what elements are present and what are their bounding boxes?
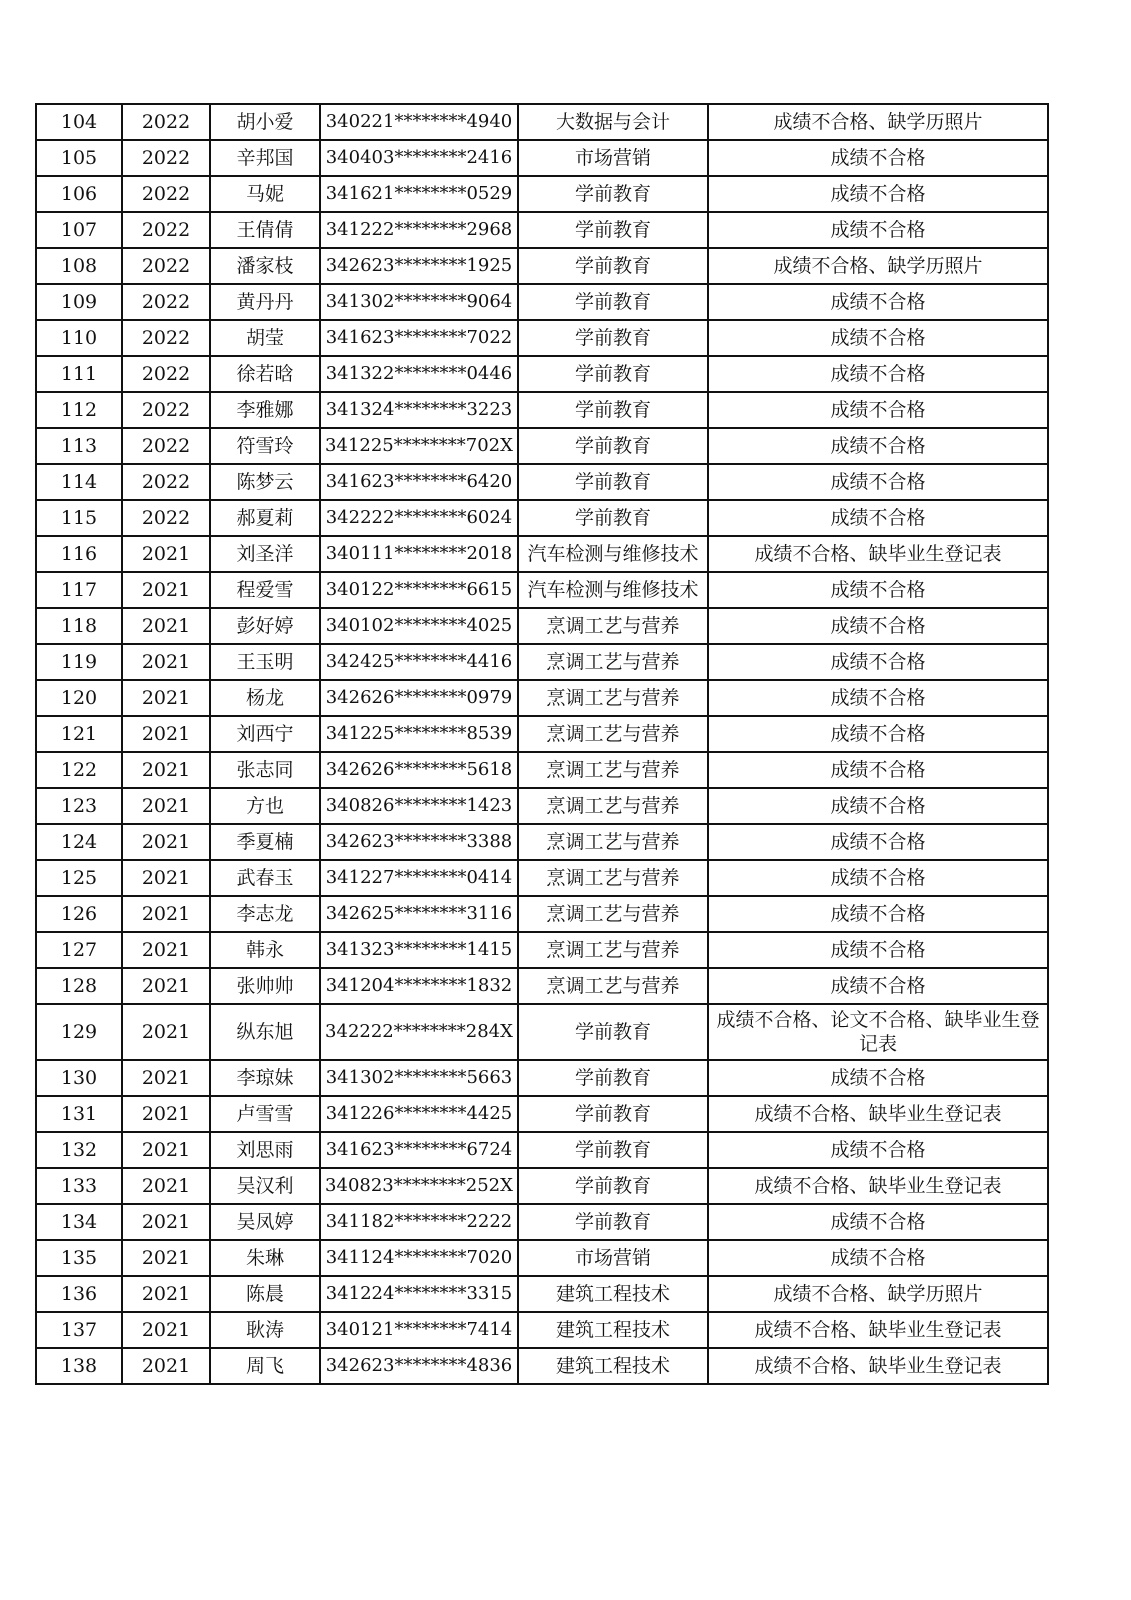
cell-number: 114 (36, 464, 122, 500)
cell-number: 107 (36, 212, 122, 248)
table-row (36, 320, 1048, 356)
cell-year: 2022 (122, 392, 210, 428)
cell-name: 朱琳 (210, 1240, 320, 1276)
cell-number: 125 (36, 860, 122, 896)
cell-number: 113 (36, 428, 122, 464)
cell-reason: 成绩不合格 (708, 1240, 1048, 1276)
cell-reason: 成绩不合格、缺毕业生登记表 (708, 1312, 1048, 1348)
cell-year: 2021 (122, 608, 210, 644)
cell-id-number: 340221********4940 (320, 104, 518, 140)
table-row (36, 428, 1048, 464)
cell-major: 学前教育 (518, 176, 708, 212)
cell-number: 104 (36, 104, 122, 140)
cell-name: 卢雪雪 (210, 1096, 320, 1132)
record-table (35, 103, 1049, 1385)
cell-year: 2021 (122, 1276, 210, 1312)
cell-reason: 成绩不合格、缺学历照片 (708, 104, 1048, 140)
cell-id-number: 341302********5663 (320, 1060, 518, 1096)
cell-reason: 成绩不合格 (708, 392, 1048, 428)
cell-reason: 成绩不合格 (708, 1132, 1048, 1168)
cell-year: 2022 (122, 140, 210, 176)
cell-year: 2022 (122, 248, 210, 284)
table-row (36, 968, 1048, 1004)
cell-id-number: 342625********3116 (320, 896, 518, 932)
table-row (36, 284, 1048, 320)
cell-reason: 成绩不合格、缺毕业生登记表 (708, 536, 1048, 572)
cell-reason: 成绩不合格 (708, 284, 1048, 320)
cell-major: 学前教育 (518, 248, 708, 284)
cell-id-number: 340102********4025 (320, 608, 518, 644)
cell-name: 刘西宁 (210, 716, 320, 752)
cell-id-number: 340403********2416 (320, 140, 518, 176)
cell-reason: 成绩不合格 (708, 1204, 1048, 1240)
cell-reason: 成绩不合格 (708, 896, 1048, 932)
cell-number: 121 (36, 716, 122, 752)
table-row (36, 1060, 1048, 1096)
table-row (36, 1132, 1048, 1168)
cell-year: 2022 (122, 464, 210, 500)
cell-id-number: 341224********3315 (320, 1276, 518, 1312)
cell-major: 学前教育 (518, 1204, 708, 1240)
cell-major: 烹调工艺与营养 (518, 932, 708, 968)
cell-major: 学前教育 (518, 464, 708, 500)
cell-name: 王倩倩 (210, 212, 320, 248)
cell-name: 武春玉 (210, 860, 320, 896)
table-row (36, 680, 1048, 716)
cell-reason: 成绩不合格 (708, 860, 1048, 896)
cell-number: 124 (36, 824, 122, 860)
cell-major: 学前教育 (518, 320, 708, 356)
cell-id-number: 341204********1832 (320, 968, 518, 1004)
cell-major: 烹调工艺与营养 (518, 680, 708, 716)
cell-number: 132 (36, 1132, 122, 1168)
cell-major: 学前教育 (518, 284, 708, 320)
cell-reason: 成绩不合格、论文不合格、缺毕业生登记表 (708, 1004, 1048, 1060)
cell-number: 127 (36, 932, 122, 968)
cell-id-number: 340111********2018 (320, 536, 518, 572)
table-row (36, 248, 1048, 284)
cell-number: 123 (36, 788, 122, 824)
cell-number: 135 (36, 1240, 122, 1276)
table-row (36, 104, 1048, 140)
table-row (36, 212, 1048, 248)
cell-name: 陈梦云 (210, 464, 320, 500)
cell-major: 烹调工艺与营养 (518, 788, 708, 824)
cell-major: 烹调工艺与营养 (518, 824, 708, 860)
cell-year: 2021 (122, 572, 210, 608)
cell-reason: 成绩不合格、缺学历照片 (708, 248, 1048, 284)
cell-number: 115 (36, 500, 122, 536)
cell-name: 耿涛 (210, 1312, 320, 1348)
table-row (36, 608, 1048, 644)
cell-reason: 成绩不合格 (708, 212, 1048, 248)
cell-id-number: 341225********702X (320, 428, 518, 464)
table-row (36, 644, 1048, 680)
cell-number: 129 (36, 1004, 122, 1060)
cell-year: 2021 (122, 536, 210, 572)
cell-id-number: 341322********0446 (320, 356, 518, 392)
cell-reason: 成绩不合格 (708, 320, 1048, 356)
cell-year: 2021 (122, 716, 210, 752)
cell-year: 2021 (122, 1004, 210, 1060)
cell-major: 烹调工艺与营养 (518, 896, 708, 932)
cell-year: 2021 (122, 1168, 210, 1204)
cell-reason: 成绩不合格 (708, 644, 1048, 680)
cell-number: 118 (36, 608, 122, 644)
cell-id-number: 342623********1925 (320, 248, 518, 284)
table-row (36, 1168, 1048, 1204)
cell-id-number: 342222********284X (320, 1004, 518, 1060)
cell-name: 胡小爱 (210, 104, 320, 140)
table-row (36, 1240, 1048, 1276)
table-row (36, 752, 1048, 788)
cell-major: 学前教育 (518, 356, 708, 392)
cell-year: 2021 (122, 1312, 210, 1348)
cell-number: 126 (36, 896, 122, 932)
cell-reason: 成绩不合格、缺毕业生登记表 (708, 1348, 1048, 1384)
cell-number: 128 (36, 968, 122, 1004)
cell-year: 2021 (122, 932, 210, 968)
cell-id-number: 342626********5618 (320, 752, 518, 788)
cell-year: 2021 (122, 644, 210, 680)
cell-reason: 成绩不合格 (708, 356, 1048, 392)
table-row (36, 176, 1048, 212)
cell-number: 130 (36, 1060, 122, 1096)
cell-id-number: 342222********6024 (320, 500, 518, 536)
cell-number: 105 (36, 140, 122, 176)
cell-reason: 成绩不合格 (708, 500, 1048, 536)
cell-major: 烹调工艺与营养 (518, 644, 708, 680)
cell-reason: 成绩不合格 (708, 932, 1048, 968)
cell-name: 吴汉利 (210, 1168, 320, 1204)
cell-major: 建筑工程技术 (518, 1276, 708, 1312)
cell-name: 程爱雪 (210, 572, 320, 608)
cell-year: 2021 (122, 788, 210, 824)
cell-name: 张帅帅 (210, 968, 320, 1004)
cell-name: 李琼妹 (210, 1060, 320, 1096)
cell-major: 汽车检测与维修技术 (518, 536, 708, 572)
cell-id-number: 341225********8539 (320, 716, 518, 752)
cell-reason: 成绩不合格 (708, 716, 1048, 752)
cell-reason: 成绩不合格 (708, 680, 1048, 716)
cell-name: 王玉明 (210, 644, 320, 680)
cell-name: 吴凤婷 (210, 1204, 320, 1240)
cell-name: 季夏楠 (210, 824, 320, 860)
cell-year: 2021 (122, 1240, 210, 1276)
cell-id-number: 341226********4425 (320, 1096, 518, 1132)
cell-name: 李志龙 (210, 896, 320, 932)
table-body (36, 104, 1048, 1384)
cell-name: 李雅娜 (210, 392, 320, 428)
table-row (36, 860, 1048, 896)
cell-reason: 成绩不合格 (708, 428, 1048, 464)
cell-year: 2022 (122, 356, 210, 392)
table-row (36, 788, 1048, 824)
cell-id-number: 342623********4836 (320, 1348, 518, 1384)
cell-number: 137 (36, 1312, 122, 1348)
table-row (36, 932, 1048, 968)
cell-number: 108 (36, 248, 122, 284)
cell-year: 2021 (122, 1348, 210, 1384)
cell-number: 106 (36, 176, 122, 212)
cell-name: 方也 (210, 788, 320, 824)
cell-year: 2022 (122, 176, 210, 212)
cell-reason: 成绩不合格 (708, 176, 1048, 212)
cell-name: 郝夏莉 (210, 500, 320, 536)
cell-number: 119 (36, 644, 122, 680)
cell-year: 2022 (122, 212, 210, 248)
table-row (36, 140, 1048, 176)
cell-name: 韩永 (210, 932, 320, 968)
cell-name: 彭好婷 (210, 608, 320, 644)
cell-major: 学前教育 (518, 1168, 708, 1204)
cell-name: 辛邦国 (210, 140, 320, 176)
cell-name: 黄丹丹 (210, 284, 320, 320)
cell-id-number: 340823********252X (320, 1168, 518, 1204)
table-row (36, 716, 1048, 752)
table-row (36, 1004, 1048, 1060)
cell-number: 131 (36, 1096, 122, 1132)
cell-name: 刘思雨 (210, 1132, 320, 1168)
cell-number: 116 (36, 536, 122, 572)
cell-name: 周飞 (210, 1348, 320, 1384)
cell-name: 徐若晗 (210, 356, 320, 392)
cell-id-number: 340122********6615 (320, 572, 518, 608)
cell-number: 110 (36, 320, 122, 356)
cell-id-number: 342425********4416 (320, 644, 518, 680)
cell-major: 烹调工艺与营养 (518, 752, 708, 788)
cell-major: 学前教育 (518, 392, 708, 428)
cell-name: 张志同 (210, 752, 320, 788)
cell-year: 2021 (122, 680, 210, 716)
cell-id-number: 341323********1415 (320, 932, 518, 968)
cell-number: 133 (36, 1168, 122, 1204)
cell-year: 2021 (122, 1096, 210, 1132)
cell-major: 建筑工程技术 (518, 1312, 708, 1348)
cell-name: 杨龙 (210, 680, 320, 716)
cell-name: 纵东旭 (210, 1004, 320, 1060)
table-row (36, 572, 1048, 608)
cell-major: 学前教育 (518, 1004, 708, 1060)
cell-number: 138 (36, 1348, 122, 1384)
cell-id-number: 341623********6420 (320, 464, 518, 500)
cell-year: 2021 (122, 1204, 210, 1240)
cell-id-number: 341324********3223 (320, 392, 518, 428)
cell-year: 2022 (122, 428, 210, 464)
cell-number: 112 (36, 392, 122, 428)
cell-year: 2021 (122, 824, 210, 860)
cell-year: 2022 (122, 284, 210, 320)
cell-year: 2021 (122, 752, 210, 788)
cell-year: 2021 (122, 896, 210, 932)
table-row (36, 536, 1048, 572)
cell-major: 学前教育 (518, 1096, 708, 1132)
cell-reason: 成绩不合格、缺毕业生登记表 (708, 1096, 1048, 1132)
cell-year: 2022 (122, 104, 210, 140)
cell-reason: 成绩不合格 (708, 140, 1048, 176)
cell-reason: 成绩不合格 (708, 968, 1048, 1004)
table-row (36, 464, 1048, 500)
cell-reason: 成绩不合格 (708, 788, 1048, 824)
cell-year: 2021 (122, 860, 210, 896)
cell-number: 122 (36, 752, 122, 788)
cell-number: 117 (36, 572, 122, 608)
cell-name: 符雪玲 (210, 428, 320, 464)
cell-reason: 成绩不合格 (708, 608, 1048, 644)
cell-reason: 成绩不合格 (708, 572, 1048, 608)
cell-id-number: 342626********0979 (320, 680, 518, 716)
cell-id-number: 341124********7020 (320, 1240, 518, 1276)
table-row (36, 1312, 1048, 1348)
cell-number: 109 (36, 284, 122, 320)
cell-id-number: 341623********6724 (320, 1132, 518, 1168)
cell-major: 大数据与会计 (518, 104, 708, 140)
table-row (36, 1348, 1048, 1384)
table-row (36, 1276, 1048, 1312)
table-row (36, 1096, 1048, 1132)
cell-year: 2021 (122, 1060, 210, 1096)
cell-number: 111 (36, 356, 122, 392)
cell-major: 市场营销 (518, 140, 708, 176)
cell-name: 刘圣洋 (210, 536, 320, 572)
cell-id-number: 340826********1423 (320, 788, 518, 824)
cell-id-number: 342623********3388 (320, 824, 518, 860)
cell-number: 136 (36, 1276, 122, 1312)
cell-year: 2021 (122, 968, 210, 1004)
cell-id-number: 341302********9064 (320, 284, 518, 320)
cell-id-number: 341621********0529 (320, 176, 518, 212)
cell-name: 潘家枝 (210, 248, 320, 284)
cell-major: 学前教育 (518, 428, 708, 464)
cell-reason: 成绩不合格、缺学历照片 (708, 1276, 1048, 1312)
cell-year: 2022 (122, 500, 210, 536)
table-row (36, 356, 1048, 392)
cell-id-number: 341182********2222 (320, 1204, 518, 1240)
cell-major: 烹调工艺与营养 (518, 968, 708, 1004)
cell-id-number: 341623********7022 (320, 320, 518, 356)
cell-reason: 成绩不合格、缺毕业生登记表 (708, 1168, 1048, 1204)
cell-number: 120 (36, 680, 122, 716)
cell-name: 胡莹 (210, 320, 320, 356)
cell-reason: 成绩不合格 (708, 824, 1048, 860)
cell-year: 2022 (122, 320, 210, 356)
cell-major: 建筑工程技术 (518, 1348, 708, 1384)
table-row (36, 500, 1048, 536)
cell-name: 陈晨 (210, 1276, 320, 1312)
cell-major: 汽车检测与维修技术 (518, 572, 708, 608)
table-row (36, 1204, 1048, 1240)
cell-reason: 成绩不合格 (708, 1060, 1048, 1096)
table-row (36, 392, 1048, 428)
cell-number: 134 (36, 1204, 122, 1240)
table-row (36, 896, 1048, 932)
cell-major: 学前教育 (518, 1132, 708, 1168)
cell-reason: 成绩不合格 (708, 464, 1048, 500)
cell-major: 烹调工艺与营养 (518, 716, 708, 752)
cell-major: 学前教育 (518, 1060, 708, 1096)
cell-year: 2021 (122, 1132, 210, 1168)
cell-id-number: 340121********7414 (320, 1312, 518, 1348)
cell-major: 烹调工艺与营养 (518, 608, 708, 644)
cell-major: 学前教育 (518, 500, 708, 536)
cell-reason: 成绩不合格 (708, 752, 1048, 788)
cell-major: 烹调工艺与营养 (518, 860, 708, 896)
cell-id-number: 341227********0414 (320, 860, 518, 896)
cell-id-number: 341222********2968 (320, 212, 518, 248)
table-row (36, 824, 1048, 860)
cell-major: 市场营销 (518, 1240, 708, 1276)
cell-name: 马妮 (210, 176, 320, 212)
cell-major: 学前教育 (518, 212, 708, 248)
